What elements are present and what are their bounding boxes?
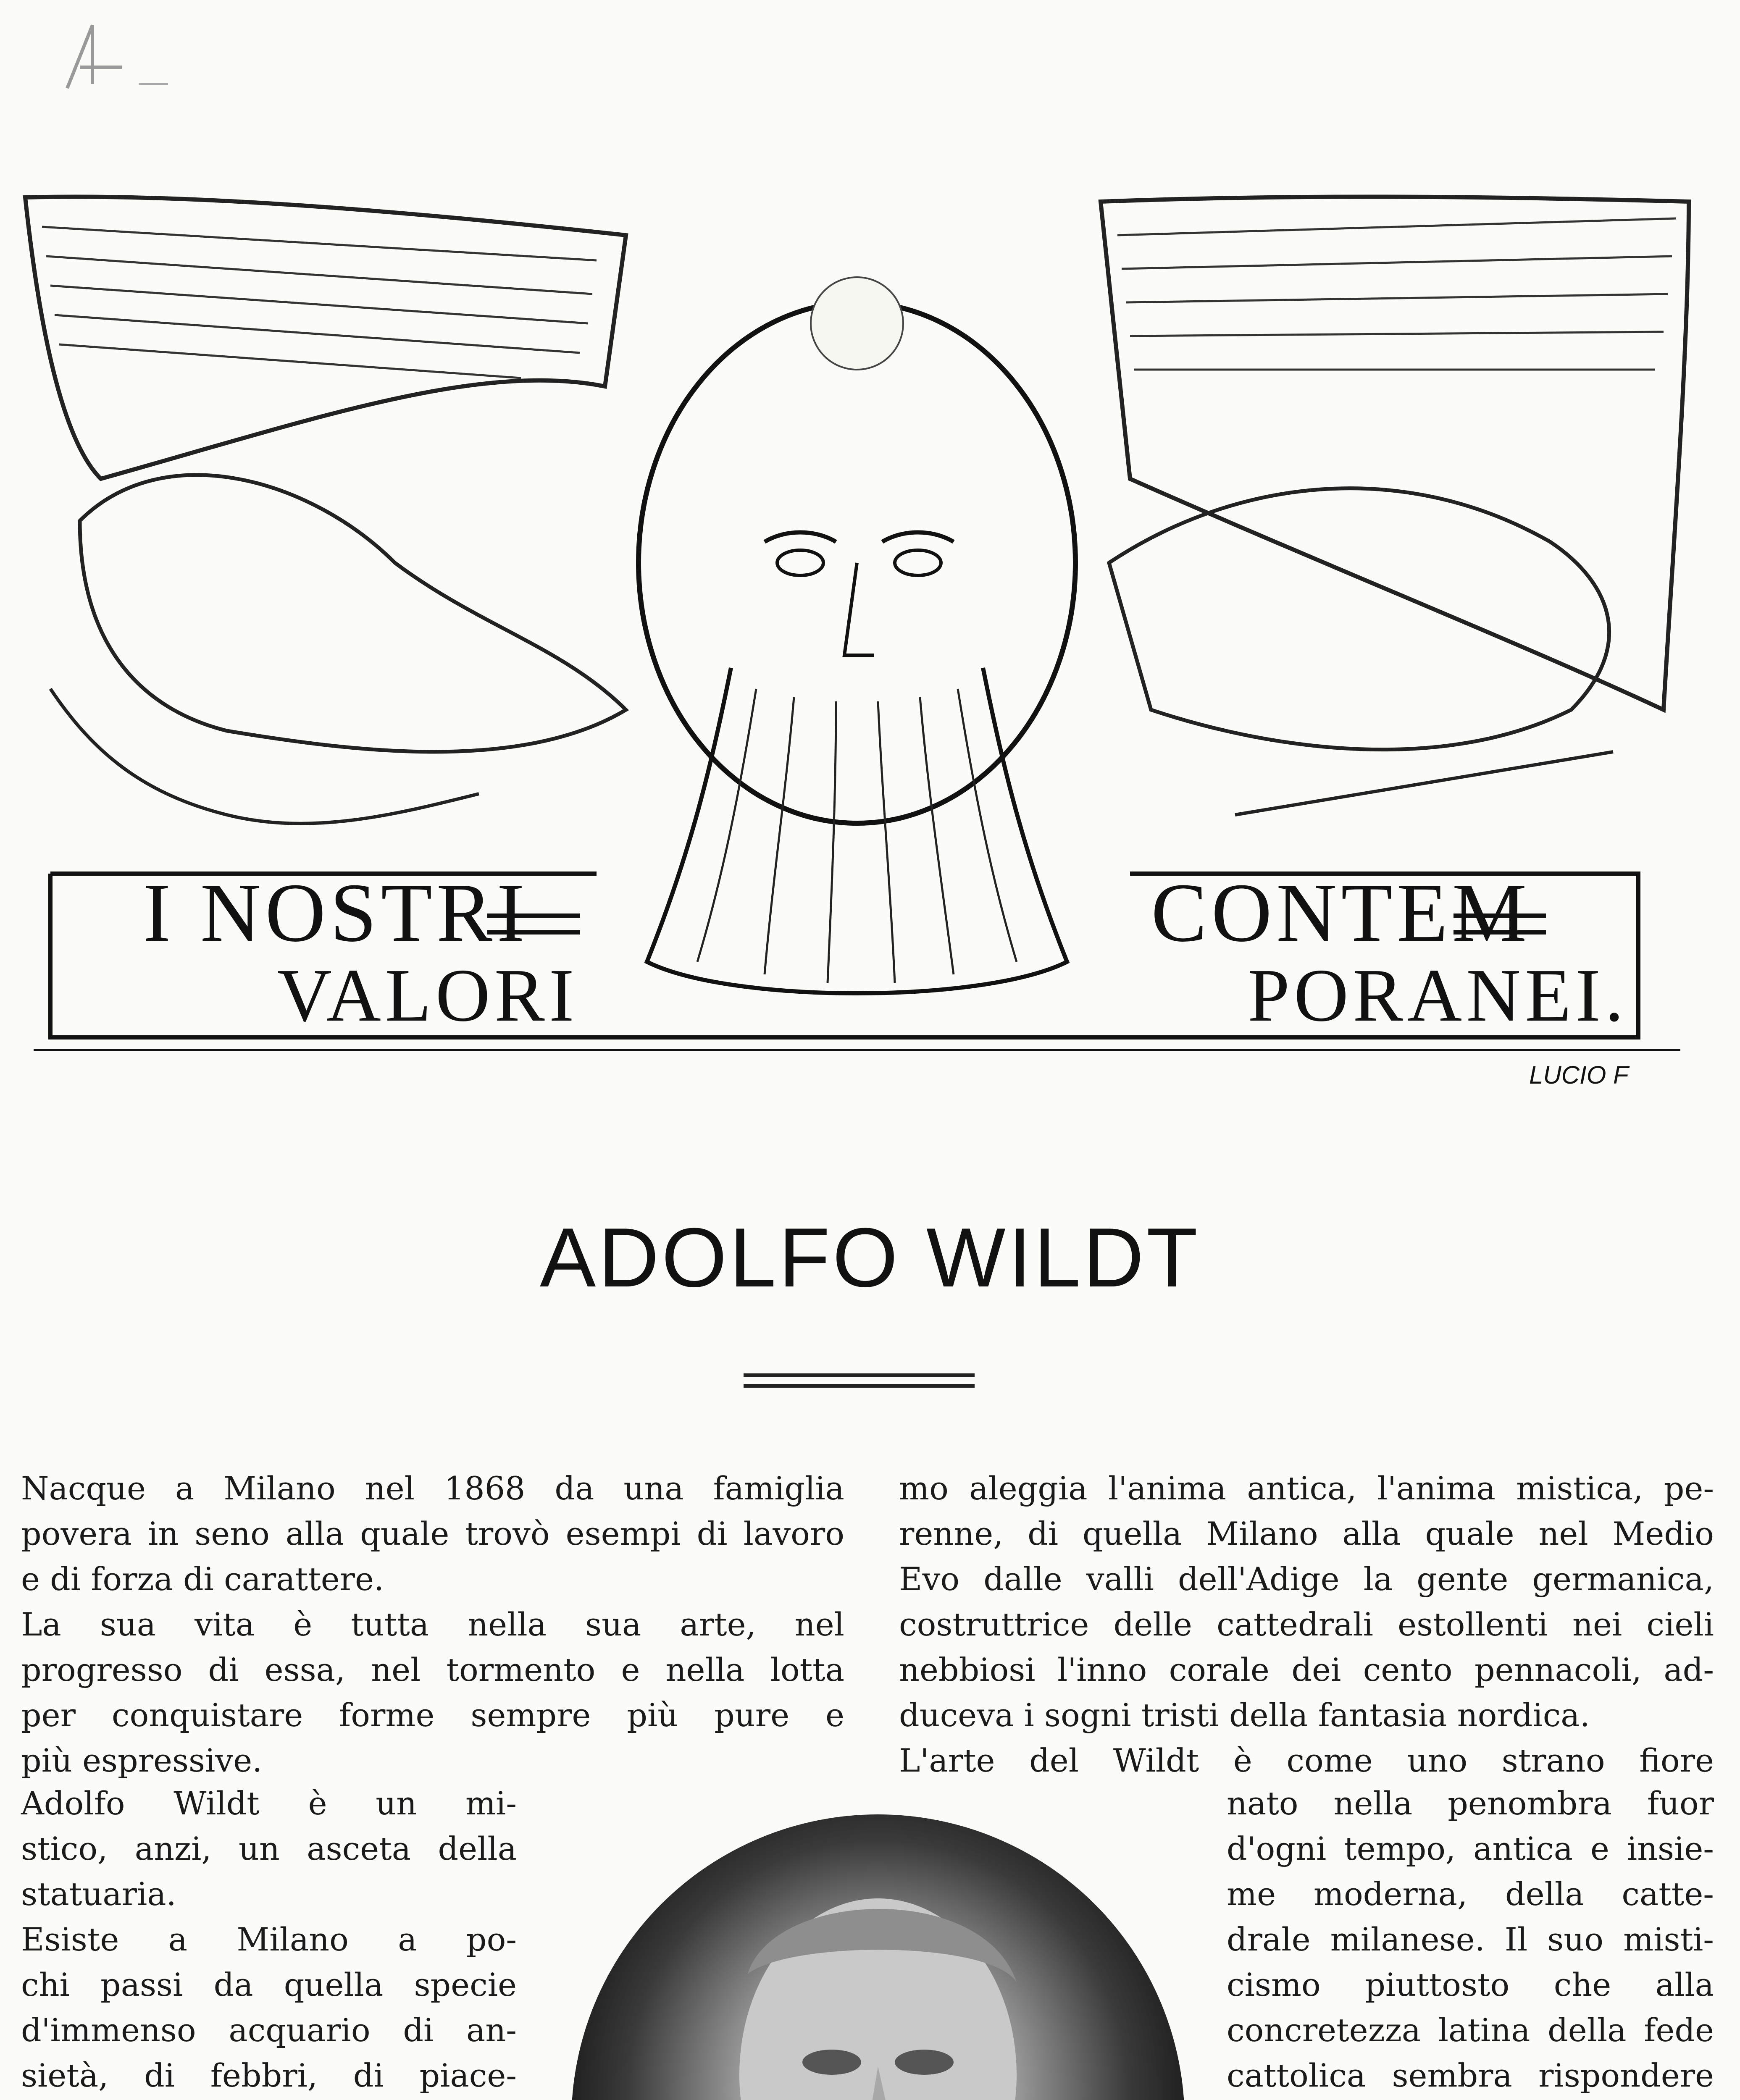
text-line: povera in seno alla quale trovò esempi di lavoro xyxy=(21,1515,844,1552)
banner-left-line1: I NOSTRI xyxy=(143,866,529,959)
title-rule-top xyxy=(744,1373,975,1377)
header-illustration xyxy=(17,185,1697,1126)
artist-signature: LUCIO F xyxy=(1529,1061,1629,1089)
banner-right-line1: CONTEM xyxy=(1151,866,1531,959)
text-line: cismo piuttosto che alla xyxy=(1227,1966,1714,2003)
text-line: e di forza di carattere. xyxy=(21,1560,384,1598)
toscanini-bust-photo xyxy=(571,1814,1185,2100)
text-line: sietà, di febbri, di piace- xyxy=(21,2057,517,2094)
text-line: statuaria. xyxy=(21,1875,176,1913)
text-line: duceva i sogni tristi della fantasia nordica. xyxy=(899,1696,1590,1734)
article-title: ADOLFO WILDT xyxy=(539,1211,1201,1305)
text-line: renne, di quella Milano alla quale nel Medio xyxy=(899,1515,1714,1552)
text-line: stico, anzi, un asceta della xyxy=(21,1830,517,1867)
text-line: Evo dalle valli dell'Adige la gente germanica, xyxy=(899,1560,1714,1598)
text-line: costruttrice delle cattedrali estollenti nei cieli xyxy=(899,1606,1714,1643)
text-line: L'arte del Wildt è come uno strano fiore xyxy=(899,1742,1714,1779)
banner-right-line2: PORANEI. xyxy=(1248,953,1628,1037)
text-line: d'immenso acquario di an- xyxy=(21,2011,517,2049)
title-rule-bottom xyxy=(744,1384,975,1388)
text-line xyxy=(1227,2098,1714,2100)
text-line xyxy=(21,2098,517,2100)
right-column-top xyxy=(899,1466,1714,1783)
text-line: cattolica sembra rispondere xyxy=(1227,2057,1714,2094)
text-line: nato nella penombra fuor xyxy=(1227,1785,1714,1822)
text-line: d'ogni tempo, antica e insie- xyxy=(1227,1830,1714,1867)
banner-left-line2: VALORI xyxy=(277,953,578,1037)
text-line: drale milanese. Il suo misti- xyxy=(1227,1921,1714,1958)
text-line: più espressive. xyxy=(21,1742,263,1779)
text-line: mo aleggia l'anima antica, l'anima mistica, pe- xyxy=(899,1470,1714,1507)
left-column-narrow xyxy=(21,1781,517,2100)
text-line: nebbiosi l'inno corale dei cento pennacoli, ad- xyxy=(899,1651,1714,1688)
text-line: me moderna, della catte- xyxy=(1227,1875,1714,1913)
text-line: per conquistare forme sempre più pure e xyxy=(21,1696,844,1734)
text-line: Esiste a Milano a po- xyxy=(21,1921,517,1958)
text-line: concretezza latina della fede xyxy=(1227,2011,1714,2049)
right-column-narrow xyxy=(1227,1781,1714,2100)
text-line: chi passi da quella specie xyxy=(21,1966,517,2003)
corner-mark xyxy=(63,17,172,92)
text-line: Nacque a Milano nel 1868 da una famiglia xyxy=(21,1470,844,1507)
left-column-top xyxy=(21,1466,844,1783)
text-line: Adolfo Wildt è un mi- xyxy=(21,1785,517,1822)
text-line: La sua vita è tutta nella sua arte, nel xyxy=(21,1606,844,1643)
text-line: progresso di essa, nel tormento e nella lotta xyxy=(21,1651,844,1688)
